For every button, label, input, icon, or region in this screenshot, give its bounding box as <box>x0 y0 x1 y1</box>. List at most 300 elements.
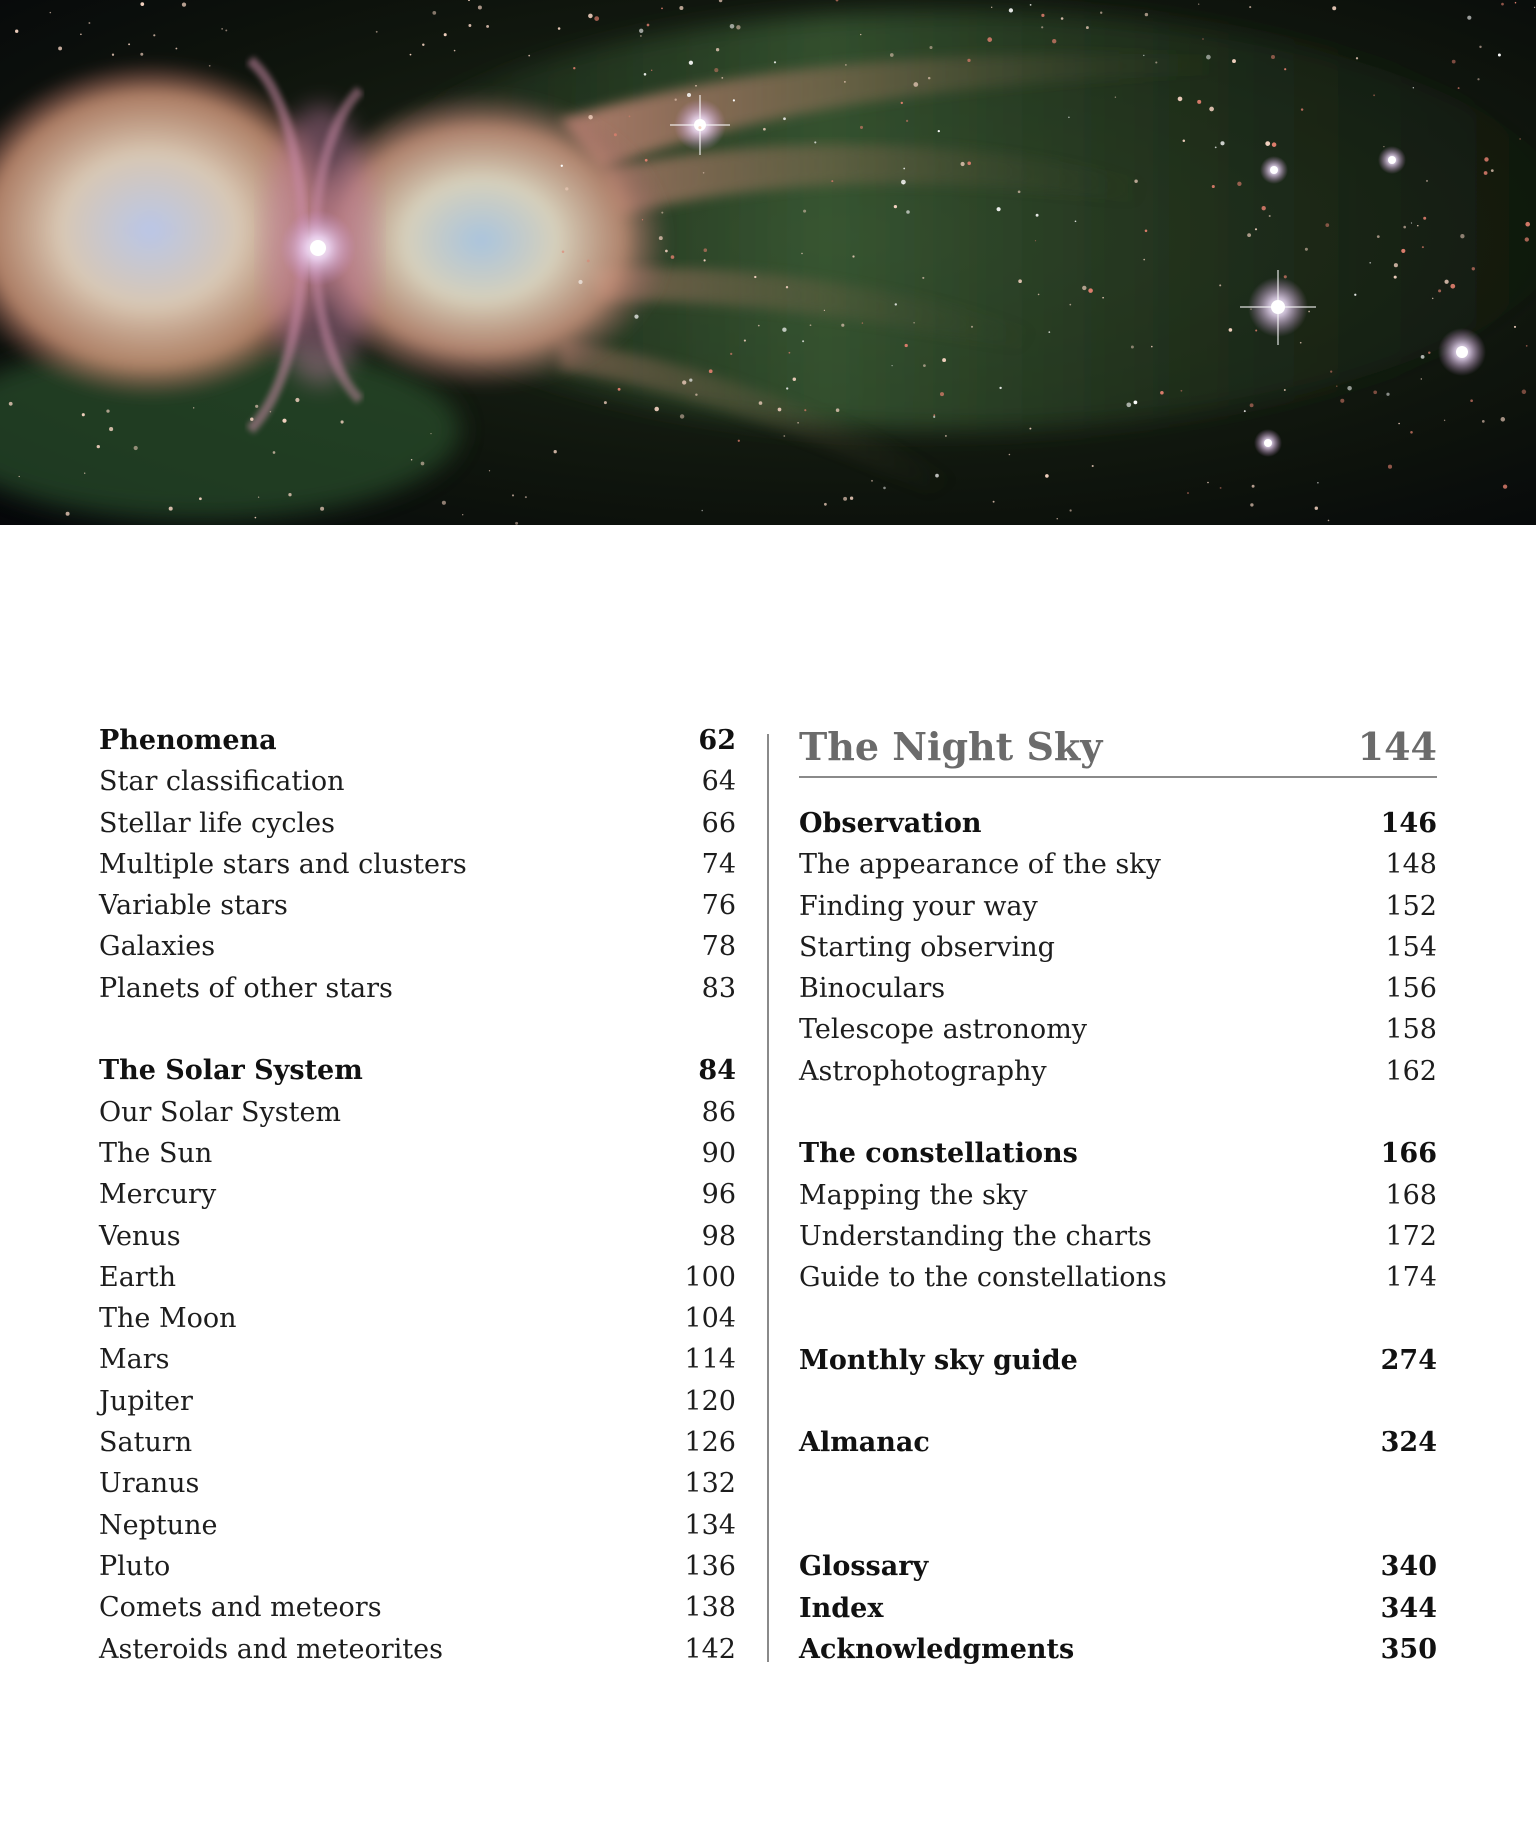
star-dot <box>1220 141 1224 145</box>
toc-right-entries <box>799 803 1437 1670</box>
star-dot <box>1252 485 1255 488</box>
star-dot <box>695 393 697 395</box>
star-dot <box>871 480 873 482</box>
star-dot <box>758 325 760 327</box>
star-dot <box>255 517 257 519</box>
toc-page-number: 168 <box>1385 1179 1437 1211</box>
star-dot <box>515 522 518 525</box>
star-dot <box>1432 298 1434 300</box>
star-dot <box>140 53 143 56</box>
star-dot <box>410 54 412 56</box>
star-dot <box>565 187 568 190</box>
star-dot <box>906 120 908 122</box>
star-dot <box>945 435 947 437</box>
star-dot <box>1301 108 1303 110</box>
toc-entry-row <box>99 1092 736 1133</box>
toc-entry-title: Observation <box>799 808 982 839</box>
toc-entry-title: Telescope astronomy <box>799 1014 1088 1046</box>
star-dot <box>831 180 833 182</box>
toc-page-number: 166 <box>1380 1138 1437 1170</box>
toc-entry-row <box>799 1216 1437 1257</box>
star-dot <box>462 514 463 515</box>
section-title-page: 144 <box>1357 724 1437 769</box>
nebula-picture <box>0 0 1536 525</box>
star-dot <box>106 409 109 412</box>
star-dot <box>1247 233 1251 237</box>
star-dot <box>661 212 663 214</box>
star-dot <box>1029 428 1031 430</box>
toc-heading-row <box>99 1050 736 1091</box>
star-dot <box>282 419 286 423</box>
star-dot <box>804 409 806 411</box>
star-dot <box>1197 100 1201 104</box>
star-dot <box>1220 487 1222 489</box>
star-dot <box>80 33 82 35</box>
toc-entry-row <box>99 1298 736 1339</box>
star-dot <box>376 31 378 33</box>
star-dot <box>1061 17 1064 20</box>
star-dot <box>1145 13 1148 16</box>
toc-page-number: 156 <box>1385 973 1437 1005</box>
star-dot <box>97 445 100 448</box>
toc-entry-row <box>799 1175 1437 1216</box>
star-dot <box>109 427 113 431</box>
star-dot <box>1373 94 1375 96</box>
star-dot <box>642 219 643 220</box>
star-dot <box>1202 38 1203 39</box>
star-dot <box>1009 454 1011 456</box>
star-dot <box>1458 87 1460 89</box>
star-dot <box>640 35 642 37</box>
star-dot <box>19 476 20 477</box>
star-dot <box>1206 55 1211 60</box>
star-dot <box>1383 146 1384 147</box>
star-dot <box>903 168 905 170</box>
star-dot <box>844 81 846 83</box>
star-dot <box>225 29 227 31</box>
star-dot <box>1187 492 1189 494</box>
star-dot <box>1401 249 1405 253</box>
star-dot <box>1386 393 1389 396</box>
star-dot <box>1018 190 1021 193</box>
star-dot <box>890 53 894 57</box>
toc-entry-row <box>99 1629 736 1670</box>
star-dot <box>1041 26 1043 28</box>
toc-page-number: 76 <box>701 890 736 922</box>
toc-entry-row <box>99 1381 736 1422</box>
star-dot <box>698 126 701 129</box>
star-dot <box>270 411 271 412</box>
star-dot <box>901 180 906 185</box>
star-dot <box>754 276 756 278</box>
toc-entry-row <box>799 886 1437 927</box>
star-dot <box>1369 262 1371 264</box>
star-dot <box>1317 482 1319 484</box>
star-dot <box>454 50 456 52</box>
star-dot <box>1038 294 1040 296</box>
star-dot <box>803 210 806 213</box>
toc-entry-title: Index <box>799 1592 884 1624</box>
toc-entry-title: Venus <box>99 1220 181 1252</box>
toc-page-number: 158 <box>1385 1014 1437 1046</box>
column-divider <box>767 734 769 1662</box>
star-dot <box>478 5 482 9</box>
star-dot <box>647 24 650 27</box>
star-dot <box>209 65 211 67</box>
toc-heading-row <box>799 1133 1437 1174</box>
nebula-image <box>0 0 1536 525</box>
star-dot <box>1377 235 1380 238</box>
star-dot <box>1160 391 1164 395</box>
toc-page-number: 138 <box>684 1592 736 1624</box>
star-dot <box>850 497 853 500</box>
star-dot <box>789 352 791 354</box>
star-dot <box>193 407 194 408</box>
star-dot <box>442 501 446 505</box>
star-dot <box>1036 214 1039 217</box>
star-dot <box>1460 234 1464 238</box>
star-dot <box>1250 503 1253 506</box>
toc-page-number: 174 <box>1385 1262 1437 1294</box>
star-dot <box>913 82 918 87</box>
star-dot <box>689 61 693 65</box>
toc-page-number: 344 <box>1380 1592 1437 1624</box>
star-dot <box>221 28 222 29</box>
star-dot <box>1491 169 1494 172</box>
star-dot <box>588 115 592 119</box>
toc-entry-title: Monthly sky guide <box>799 1344 1078 1376</box>
section-title <box>799 718 1437 778</box>
star-dot <box>489 470 490 471</box>
star-dot <box>810 324 812 326</box>
star-dot <box>1477 78 1479 80</box>
toc-entry-title: Multiple stars and clusters <box>99 848 467 880</box>
toc-page-number: 96 <box>701 1179 736 1211</box>
table-of-contents <box>0 720 1536 1680</box>
star-dot <box>1143 259 1145 261</box>
star-dot <box>929 46 932 49</box>
star-dot <box>288 493 291 496</box>
star-dot <box>1237 182 1241 186</box>
star-dot <box>1075 220 1077 222</box>
toc-entry-title: Galaxies <box>99 931 216 963</box>
star-dot <box>432 11 436 15</box>
star-dot <box>645 159 648 162</box>
star-dot <box>1134 179 1137 182</box>
star-dot <box>928 77 931 80</box>
toc-entry-row <box>99 1133 736 1174</box>
toc-entry-row <box>799 1257 1437 1298</box>
toc-page-number: 62 <box>698 725 736 756</box>
star-dot <box>561 165 563 167</box>
toc-entry-title: Asteroids and meteorites <box>99 1633 443 1665</box>
star-dot <box>938 130 940 132</box>
star-dot <box>991 7 992 8</box>
star-dot <box>913 322 915 324</box>
toc-entry-row <box>799 968 1437 1009</box>
toc-entry-row <box>99 926 736 967</box>
star-dot <box>1052 39 1056 43</box>
star-dot <box>774 61 776 63</box>
star-dot <box>1501 3 1504 6</box>
star-dot <box>1262 206 1266 210</box>
star-dot <box>604 401 607 404</box>
toc-page-number: 84 <box>698 1055 736 1087</box>
star-dot <box>1069 509 1071 511</box>
star-dot <box>1209 107 1214 112</box>
toc-page-number: 74 <box>701 848 736 880</box>
star-dot <box>1421 355 1425 359</box>
star-dot <box>1336 386 1337 387</box>
star-dot <box>1315 506 1318 509</box>
star-dot <box>1417 225 1418 226</box>
toc-entry-title: Variable stars <box>99 890 288 922</box>
toc-entry-title: Planets of other stars <box>99 972 393 1004</box>
star-dot <box>1269 215 1271 217</box>
toc-entry-row <box>799 1009 1437 1050</box>
star-dot <box>1265 141 1270 146</box>
star-dot <box>1068 117 1070 119</box>
toc-entry-title: The Sun <box>99 1137 213 1169</box>
star-dot <box>1470 399 1473 402</box>
toc-left-column <box>99 720 736 1670</box>
star-dot <box>1534 7 1535 8</box>
toc-entry-title: Pluto <box>99 1550 171 1582</box>
star-dot <box>1115 97 1116 98</box>
star-dot <box>1069 304 1071 306</box>
spacer <box>799 1381 1437 1422</box>
star-dot <box>1134 401 1138 405</box>
star-dot <box>128 43 130 45</box>
star-dot <box>1340 399 1344 403</box>
star-dot <box>258 497 259 498</box>
toc-page-number: 350 <box>1380 1633 1437 1665</box>
toc-heading-row <box>799 1629 1437 1670</box>
toc-page-number: 90 <box>701 1137 736 1169</box>
toc-heading-row <box>99 720 736 761</box>
star-dot <box>993 501 995 503</box>
star-dot <box>134 446 138 450</box>
star-dot <box>1092 465 1094 467</box>
toc-entry-title: Acknowledgments <box>799 1633 1075 1665</box>
toc-entry-title: Neptune <box>99 1509 218 1541</box>
toc-entry-title: Astrophotography <box>799 1055 1047 1087</box>
star-dot <box>1388 465 1392 469</box>
star-dot <box>182 2 186 6</box>
star-dot <box>1426 180 1428 182</box>
star-dot <box>1444 280 1448 284</box>
star-dot <box>1183 139 1186 142</box>
star-dot <box>58 46 62 50</box>
star-dot <box>1328 520 1330 522</box>
toc-page-number: 162 <box>1385 1055 1437 1087</box>
star-dot <box>836 408 840 412</box>
toc-page-number: 83 <box>701 972 736 1004</box>
star-dot <box>9 402 13 406</box>
star-dot <box>783 117 786 120</box>
star-dot <box>1088 288 1093 293</box>
star-dot <box>999 387 1001 389</box>
toc-entry-title: Phenomena <box>99 725 277 756</box>
star-dot <box>1232 59 1236 63</box>
star-dot <box>967 59 970 62</box>
star-dot <box>1467 16 1471 20</box>
star-dot <box>1018 279 1022 283</box>
star-dot <box>140 2 144 6</box>
toc-page-number: 132 <box>684 1468 736 1500</box>
star-dot <box>594 16 599 21</box>
star-dot <box>153 34 155 36</box>
star-dot <box>716 48 719 51</box>
toc-entry-title: Saturn <box>99 1427 193 1459</box>
toc-page-number: 324 <box>1380 1427 1437 1459</box>
toc-entry-row <box>799 844 1437 885</box>
star-dot <box>733 99 735 101</box>
star-dot <box>1102 297 1104 299</box>
toc-page-number: 152 <box>1385 890 1437 922</box>
star-dot <box>1356 57 1358 59</box>
star-dot <box>695 85 697 87</box>
star-dot <box>486 25 489 28</box>
star-dot <box>1041 14 1044 17</box>
star-dot <box>634 314 638 318</box>
toc-entry-title: Finding your way <box>799 890 1038 922</box>
star-dot <box>891 365 892 366</box>
star-dot <box>730 353 732 355</box>
star-dot <box>679 6 683 10</box>
toc-entry-row <box>99 1505 736 1546</box>
star-dot <box>730 24 735 29</box>
toc-entry-row <box>99 1216 736 1257</box>
star-dot <box>824 310 825 311</box>
toc-entry-row <box>799 1051 1437 1092</box>
toc-heading-row <box>799 1588 1437 1629</box>
star-dot <box>714 68 718 72</box>
star-dot <box>1300 342 1302 344</box>
star-dot <box>1522 390 1527 395</box>
star-dot <box>1198 3 1199 4</box>
toc-page-number: 86 <box>701 1096 736 1128</box>
star-dot <box>1422 246 1424 248</box>
star-dot <box>763 128 766 131</box>
star-dot <box>629 116 631 118</box>
star-dot <box>797 422 799 424</box>
star-dot <box>1229 328 1233 332</box>
star-dot <box>906 210 910 214</box>
star-dot <box>687 93 691 97</box>
star-dot <box>1255 329 1257 331</box>
toc-page-number: 98 <box>701 1220 736 1252</box>
star-dot <box>255 405 258 408</box>
star-dot <box>1131 346 1134 349</box>
star-dot <box>997 207 1001 211</box>
star-dot <box>1325 223 1329 227</box>
star-dot <box>782 328 786 332</box>
star-dot <box>84 473 85 474</box>
star-dot <box>1215 146 1217 148</box>
toc-entry-title: Almanac <box>799 1427 930 1459</box>
star-dot <box>618 388 621 391</box>
star-dot <box>512 494 514 496</box>
star-dot <box>671 255 675 259</box>
star-dot <box>1219 284 1221 286</box>
star-dot <box>841 324 844 327</box>
star-dot <box>644 73 647 76</box>
toc-heading-row <box>799 1546 1437 1587</box>
star-dot <box>860 34 861 35</box>
star-dot <box>1009 8 1013 12</box>
star-dot <box>1423 217 1426 220</box>
star-dot <box>430 433 431 434</box>
star-dot <box>50 12 51 13</box>
toc-heading-row <box>799 1422 1437 1463</box>
toc-entry-title: Stellar life cycles <box>99 807 335 839</box>
star-dot <box>1428 352 1430 354</box>
star-dot <box>802 340 804 342</box>
star-dot <box>1151 346 1153 348</box>
star-dot <box>654 407 659 412</box>
star-dot <box>721 77 723 79</box>
star-dot <box>199 497 202 500</box>
toc-entry-title: The Moon <box>99 1303 237 1335</box>
spacer <box>799 1464 1437 1547</box>
star-dot <box>341 420 344 423</box>
star-dot <box>786 387 788 389</box>
star-dot <box>967 162 971 166</box>
star-dot <box>1086 26 1089 29</box>
toc-entry-row <box>99 761 736 802</box>
star-dot <box>444 33 447 36</box>
star-dot <box>1452 60 1456 64</box>
star-dot <box>1472 267 1475 270</box>
toc-entry-row <box>799 927 1437 968</box>
star-dot <box>1308 311 1310 313</box>
toc-right-column <box>799 720 1437 1670</box>
star-dot <box>942 358 946 362</box>
toc-page-number: 120 <box>684 1385 736 1417</box>
toc-page-number: 274 <box>1380 1344 1437 1376</box>
toc-entry-title: Uranus <box>99 1468 200 1500</box>
star-dot <box>578 280 582 284</box>
star-dot <box>250 417 253 420</box>
star-dot <box>940 392 944 396</box>
star-dot <box>1035 240 1036 241</box>
star-dot <box>1482 420 1485 423</box>
toc-page-number: 154 <box>1385 931 1437 963</box>
star-dot <box>744 340 746 342</box>
star-dot <box>703 172 705 174</box>
star-dot <box>935 474 939 478</box>
toc-entry-row <box>99 1339 736 1380</box>
toc-entry-title: Binoculars <box>799 973 946 1005</box>
toc-page-number: 114 <box>684 1344 736 1376</box>
star-dot <box>922 277 924 279</box>
star-dot <box>1354 294 1356 296</box>
star-dot <box>1403 226 1406 229</box>
star-dot <box>1048 331 1050 333</box>
star-dot <box>1250 403 1254 407</box>
toc-entry-title: Glossary <box>799 1551 929 1583</box>
star-dot <box>1394 276 1397 279</box>
toc-entry-title: Starting observing <box>799 931 1055 963</box>
star-dot <box>862 322 863 323</box>
star-dot <box>320 507 324 511</box>
star-dot <box>1347 386 1352 391</box>
star-dot <box>1212 185 1215 188</box>
star-dot <box>88 22 90 24</box>
toc-page-number: 340 <box>1380 1551 1437 1583</box>
star-dot <box>1126 402 1131 407</box>
